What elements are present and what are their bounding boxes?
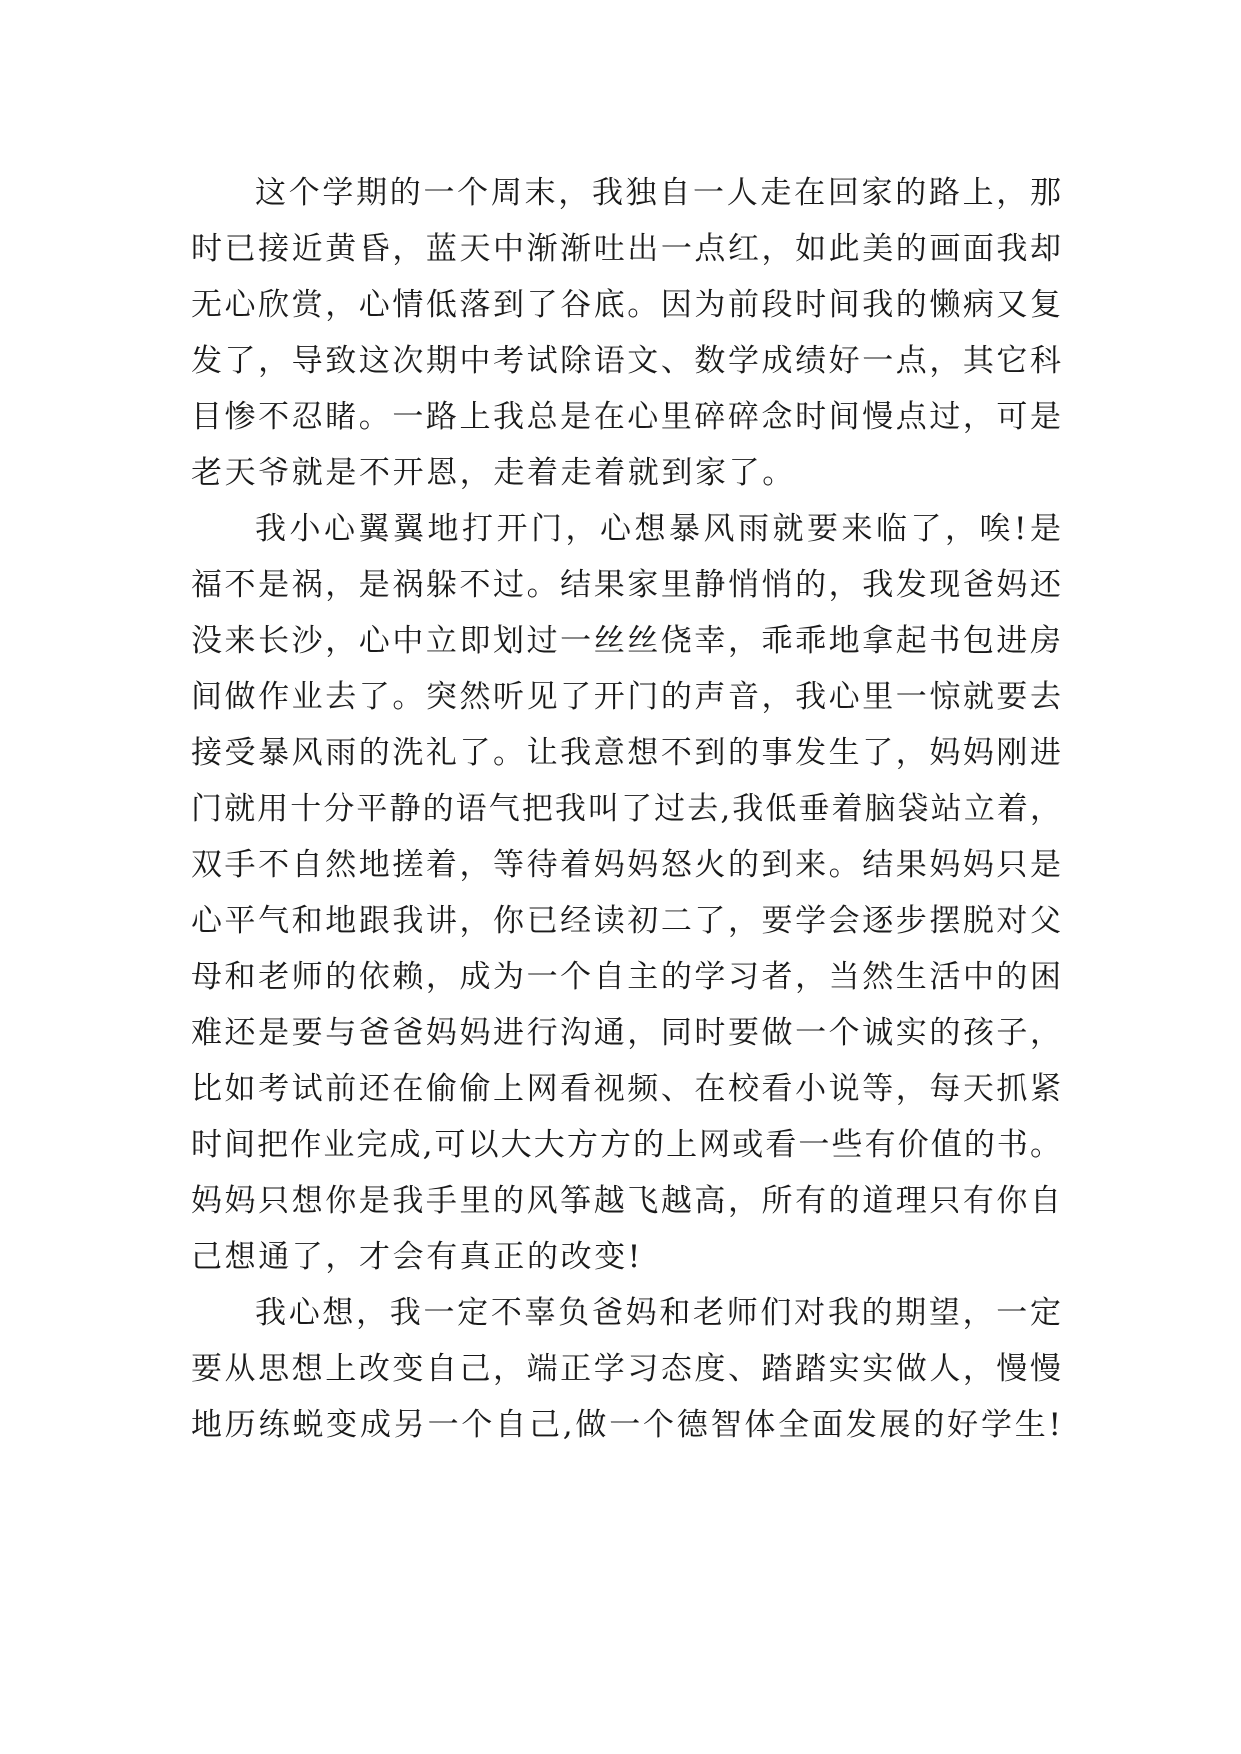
paragraph-line: 没来长沙，心中立即划过一丝丝侥幸，乖乖地拿起书包进房 bbox=[191, 623, 1061, 659]
paragraph-line: 双手不自然地搓着，等待着妈妈怒火的到来。结果妈妈只是 bbox=[191, 847, 1061, 883]
paragraph-line: 我小心翼翼地打开门，心想暴风雨就要来临了，唉!是 bbox=[255, 511, 1061, 547]
paragraph-line: 目惨不忍睹。一路上我总是在心里碎碎念时间慢点过，可是 bbox=[191, 399, 1061, 435]
paragraph-line: 心平气和地跟我讲，你已经读初二了，要学会逐步摆脱对父 bbox=[191, 903, 1061, 939]
paragraph-line: 妈妈只想你是我手里的风筝越飞越高，所有的道理只有你自 bbox=[191, 1183, 1061, 1219]
paragraph-line: 比如考试前还在偷偷上网看视频、在校看小说等，每天抓紧 bbox=[191, 1071, 1061, 1107]
paragraph-line: 这个学期的一个周末，我独自一人走在回家的路上，那 bbox=[255, 175, 1061, 211]
paragraph-line: 我心想，我一定不辜负爸妈和老师们对我的期望，一定 bbox=[255, 1295, 1061, 1331]
paragraph-line: 门就用十分平静的语气把我叫了过去,我低垂着脑袋站立着， bbox=[191, 791, 1061, 827]
paragraph-line: 时已接近黄昏，蓝天中渐渐吐出一点红，如此美的画面我却 bbox=[191, 231, 1061, 267]
paragraph-line: 发了，导致这次期中考试除语文、数学成绩好一点，其它科 bbox=[191, 343, 1061, 379]
paragraph-line: 地历练蜕变成另一个自己,做一个德智体全面发展的好学生! bbox=[191, 1407, 1061, 1443]
paragraph-line: 时间把作业完成,可以大大方方的上网或看一些有价值的书。 bbox=[191, 1127, 1061, 1163]
paragraph-line: 母和老师的依赖，成为一个自主的学习者，当然生活中的困 bbox=[191, 959, 1061, 995]
paragraph-line: 无心欣赏，心情低落到了谷底。因为前段时间我的懒病又复 bbox=[191, 287, 1061, 323]
paragraph-line: 难还是要与爸爸妈妈进行沟通，同时要做一个诚实的孩子， bbox=[191, 1015, 1061, 1051]
paragraph-line: 老天爷就是不开恩，走着走着就到家了。 bbox=[191, 455, 796, 491]
paragraph-line: 要从思想上改变自己，端正学习态度、踏踏实实做人，慢慢 bbox=[191, 1351, 1061, 1387]
paragraph-line: 间做作业去了。突然听见了开门的声音，我心里一惊就要去 bbox=[191, 679, 1061, 715]
paragraph-line: 己想通了，才会有真正的改变! bbox=[191, 1239, 643, 1275]
paragraph-line: 福不是祸，是祸躲不过。结果家里静悄悄的，我发现爸妈还 bbox=[191, 567, 1061, 603]
paragraph-line: 接受暴风雨的洗礼了。让我意想不到的事发生了，妈妈刚进 bbox=[191, 735, 1061, 771]
